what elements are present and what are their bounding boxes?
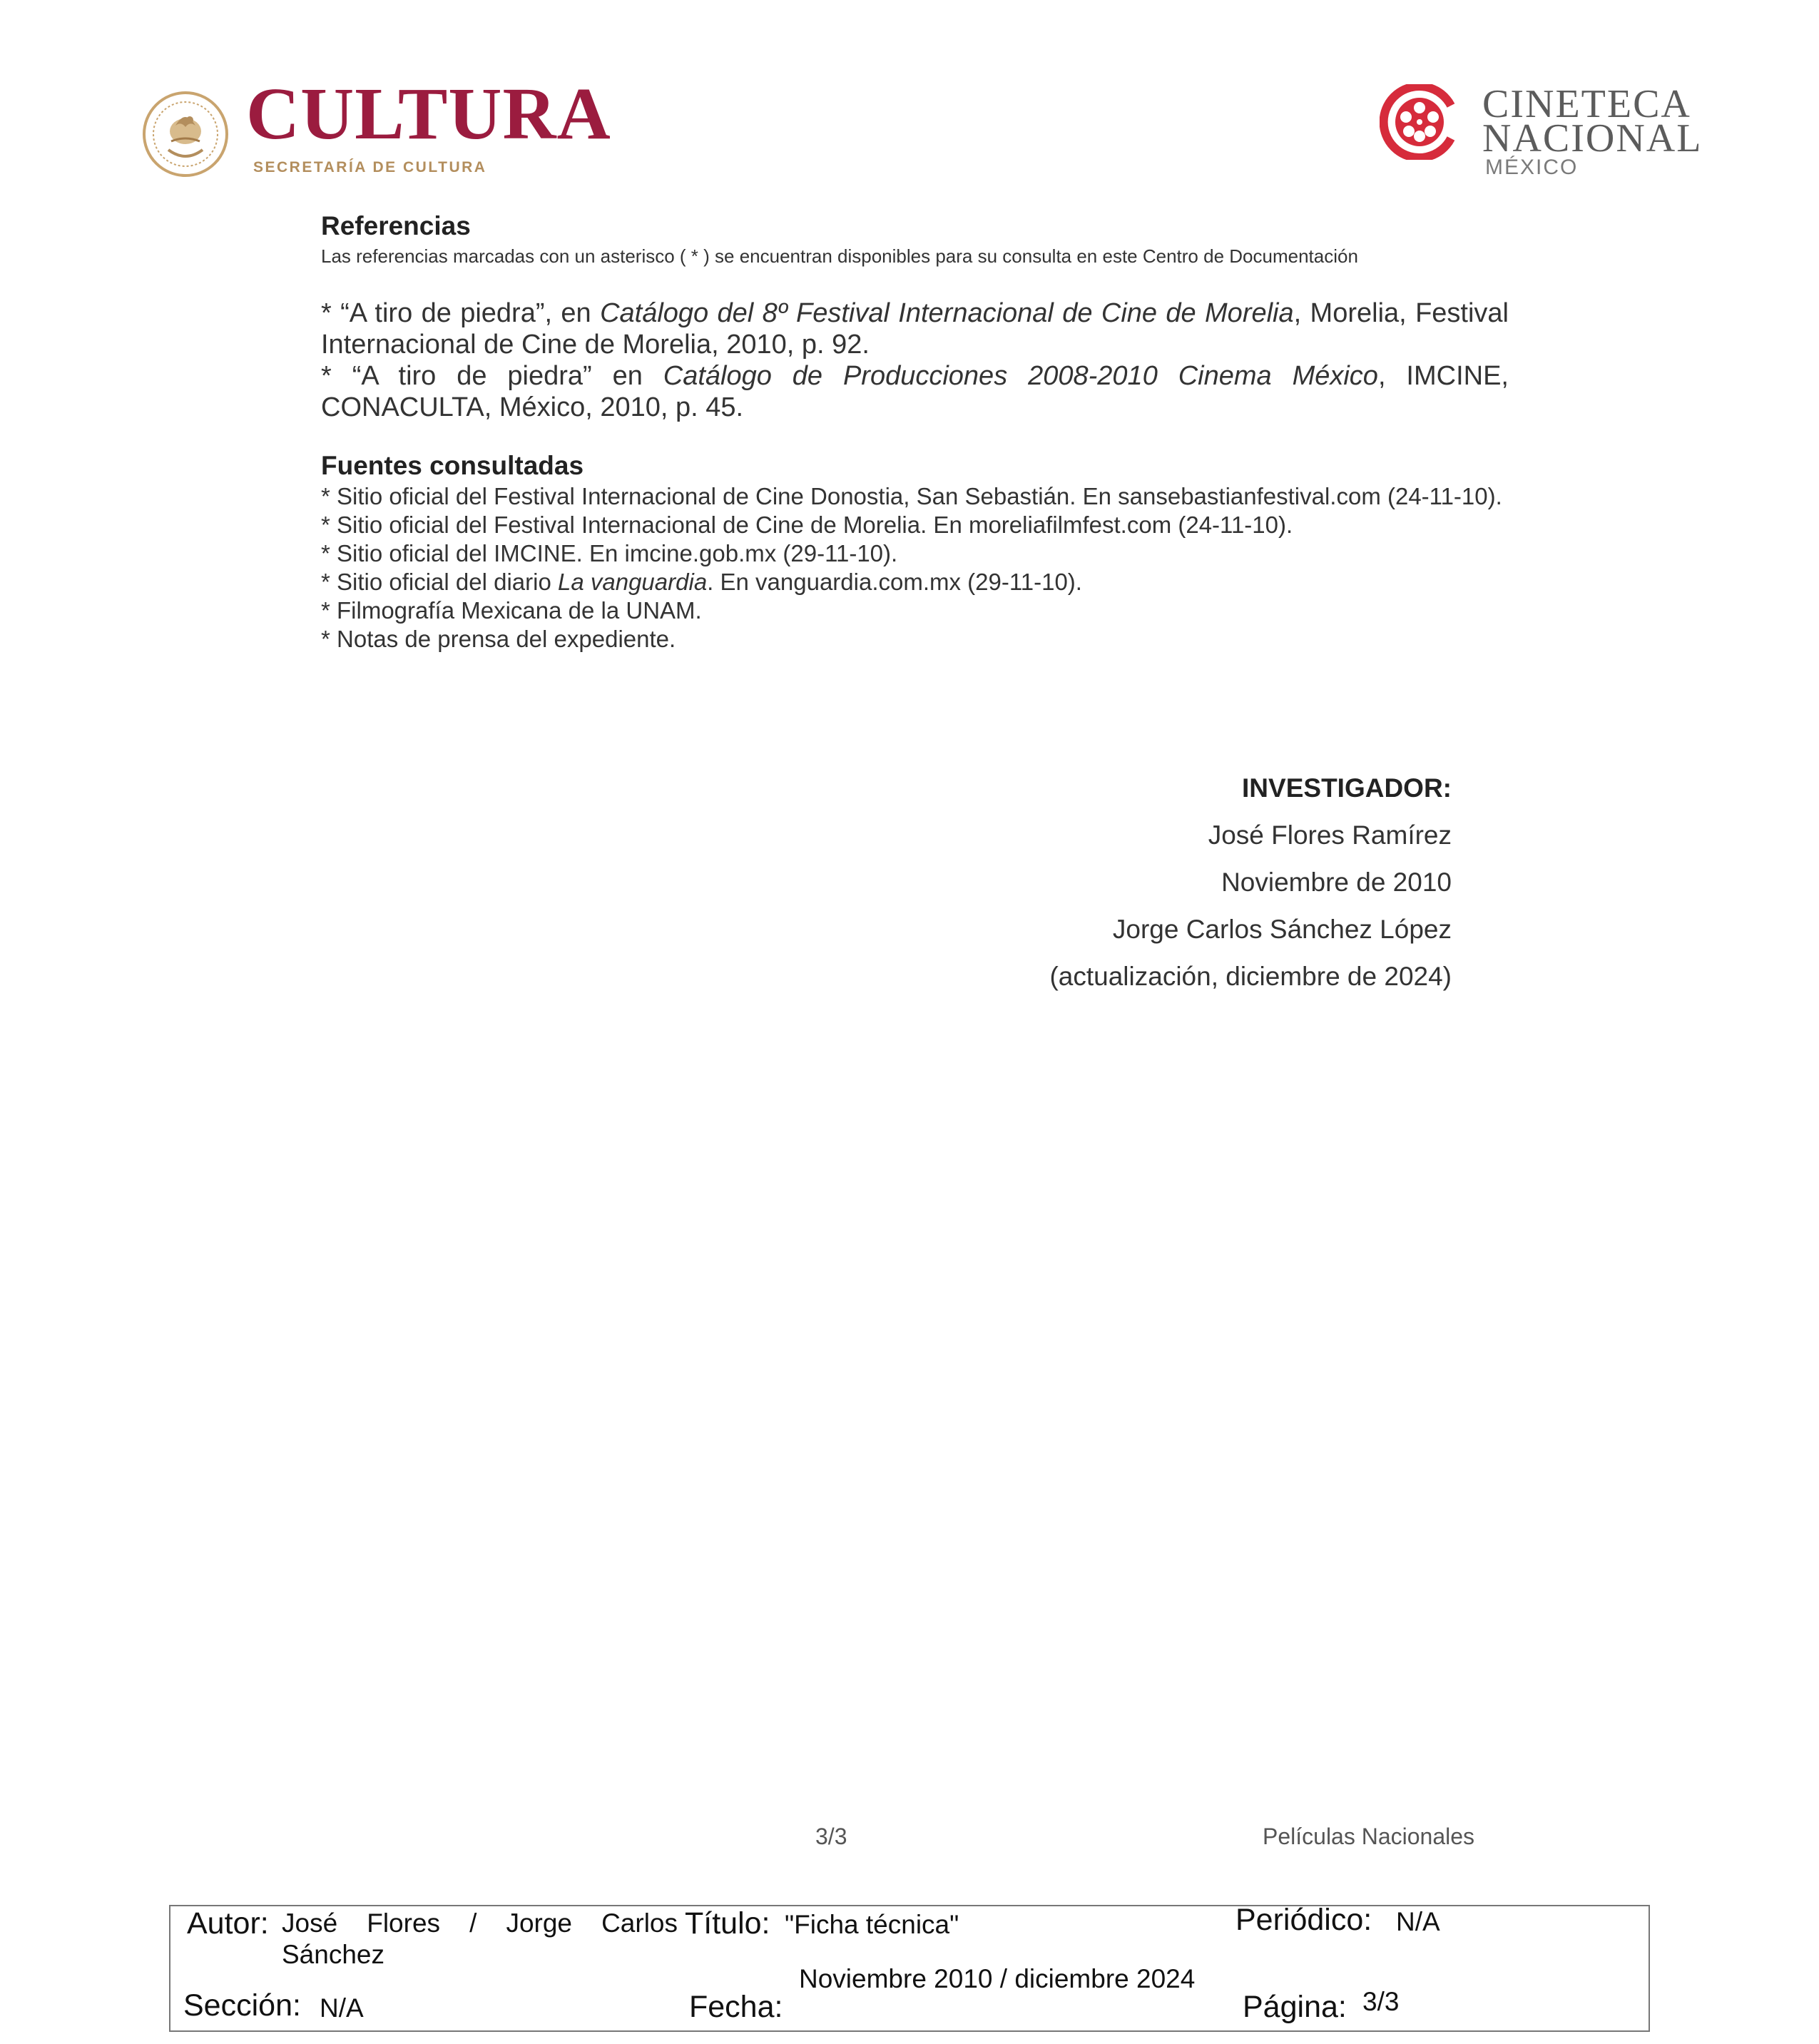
periodico-label: Periódico: [1235, 1903, 1372, 1937]
source-item: * Sitio oficial del IMCINE. En imcine.gob.mx (29-11-10). [321, 540, 898, 566]
reference-item: * “A tiro de piedra” en Catálogo de Producciones 2008-2010 Cinema México, IMCINE, CONACULTA, México, 2010, p. 45. [321, 361, 1509, 422]
fuentes-heading: Fuentes consultadas [321, 451, 584, 480]
pagina-value: 3/3 [1362, 1987, 1400, 2016]
cultura-logo-title: CULTURA [246, 73, 611, 155]
film-reel-icon [1380, 84, 1459, 160]
seccion-value: N/A [320, 1993, 364, 2023]
investigator-update-note: (actualización, diciembre de 2024) [1049, 962, 1452, 991]
autor-label: Autor: [187, 1906, 269, 1941]
investigator-date: Noviembre de 2010 [1221, 868, 1452, 897]
page-number: 3/3 [815, 1824, 847, 1849]
source-item: * Filmografía Mexicana de la UNAM. [321, 597, 702, 624]
cineteca-logo-line1: CINETECA [1482, 82, 1691, 126]
mexican-coat-of-arms-icon [140, 84, 231, 184]
source-item: * Sitio oficial del diario La vanguardia. En vanguardia.com.mx (29-11-10). [321, 569, 1082, 595]
source-item: * Sitio oficial del Festival Internacional de Cine Donostia, San Sebastián. En sansebastianfestival.com (24-11-10). [321, 483, 1502, 509]
referencias-note: Las referencias marcadas con un asterisco ( * ) se encuentran disponibles para su consulta en este Centro de Documentación [321, 245, 1358, 267]
cultura-logo-subtitle: SECRETARÍA DE CULTURA [253, 159, 487, 176]
seccion-label: Sección: [183, 1988, 301, 2023]
autor-value: José Flores / Jorge Carlos Sánchez [282, 1908, 678, 1969]
titulo-value: "Ficha técnica" [785, 1910, 959, 1939]
investigator-heading: INVESTIGADOR: [1242, 773, 1452, 803]
reference-item: * “A tiro de piedra”, en Catálogo del 8º Festival Internacional de Cine de Morelia, Morelia, Festival Internacional de Cine de Morelia, 2010, p. 92. [321, 298, 1509, 360]
cineteca-logo-line3: MÉXICO [1485, 156, 1579, 179]
fecha-label: Fecha: [689, 1990, 783, 2024]
periodico-value: N/A [1396, 1907, 1440, 1936]
pagina-label: Página: [1243, 1990, 1347, 2024]
titulo-label: Título: [685, 1906, 770, 1941]
investigator-name: Jorge Carlos Sánchez López [1112, 915, 1452, 944]
cineteca-logo-line2: NACIONAL [1482, 116, 1703, 161]
source-item: * Sitio oficial del Festival Internacional de Cine de Morelia. En moreliafilmfest.com (24-11-10). [321, 512, 1293, 538]
section-name: Películas Nacionales [1263, 1824, 1475, 1849]
investigator-name: José Flores Ramírez [1208, 820, 1452, 850]
referencias-list [321, 298, 1509, 423]
source-item: * Notas de prensa del expediente. [321, 626, 676, 652]
fecha-value: Noviembre 2010 / diciembre 2024 [799, 1964, 1196, 1993]
fuentes-list [321, 482, 1509, 654]
referencias-heading: Referencias [321, 211, 471, 240]
